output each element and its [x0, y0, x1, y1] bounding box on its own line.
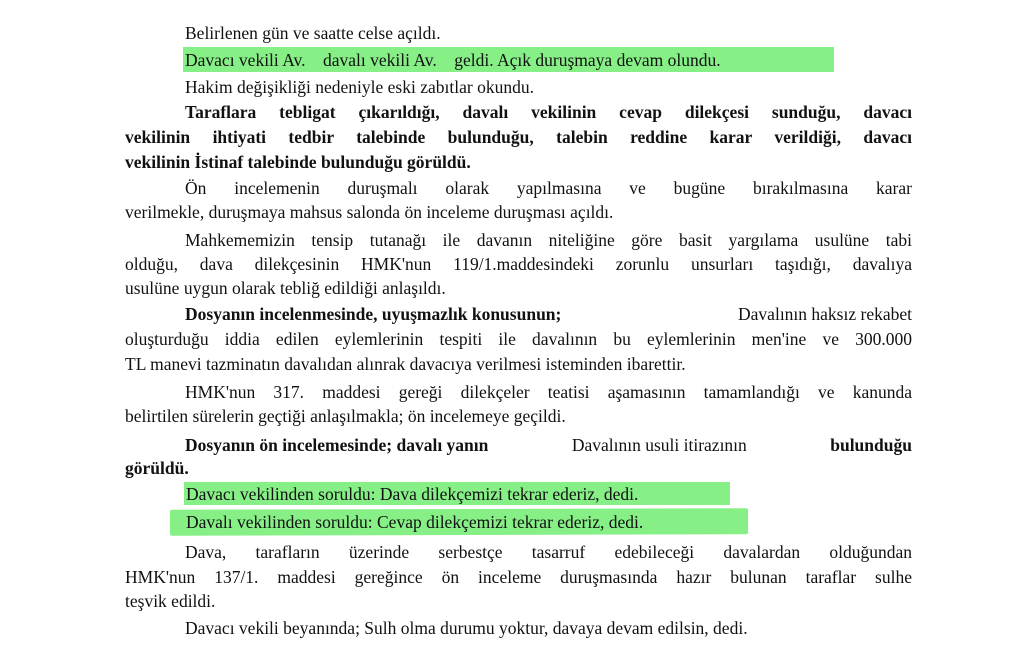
text-line: olduğu, dava dilekçesinin HMK'nun 119/1.maddesindeki zorunlu unsurları taşıdığı, davalıya	[125, 254, 912, 274]
text-line: Dava, tarafların üzerinde serbestçe tasarruf edebileceği davalardan olduğundan	[185, 542, 912, 562]
mixed-paragraph-line	[185, 303, 912, 325]
text-run: Davalının haksız rekabet	[738, 304, 912, 324]
text-line: Hakim değişikliği nedeniyle eski zabıtlar okundu.	[185, 77, 534, 97]
text-line: Ön incelemenin duruşmalı olarak yapılmasına ve bugüne bırakılmasına karar	[185, 178, 912, 198]
bold-paragraph-line: Taraflara tebligat çıkarıldığı, davalı vekilinin cevap dilekçesi sunduğu, davacı	[185, 102, 912, 122]
bold-lead-text: Dosyanın incelenmesinde, uyuşmazlık konusunun;	[185, 304, 562, 324]
text-line: oluşturduğu iddia edilen eylemlerinin tespiti ile davalının bu eylemlerinin men'ine ve 300.000	[125, 329, 912, 349]
text-line: Belirlenen gün ve saatte celse açıldı.	[185, 23, 441, 43]
bold-paragraph-line: görüldü.	[125, 458, 189, 478]
bold-paragraph-line: vekilinin İstinaf talebinde bulunduğu görüldü.	[125, 152, 471, 172]
text-line: belirtilen sürelerin geçtiği anlaşılmakla; ön incelemeye geçildi.	[125, 406, 566, 426]
text-line-highlighted: Davalı vekilinden soruldu: Cevap dilekçemizi tekrar ederiz, dedi.	[186, 512, 644, 532]
text-line: HMK'nun 317. maddesi gereği dilekçeler teatisi aşamasının tamamlandığı ve kanunda	[185, 382, 912, 402]
text-line-highlighted: Davacı vekilinden soruldu: Dava dilekçemizi tekrar ederiz, dedi.	[186, 484, 639, 504]
text-line: TL manevi tazminatın davalıdan alınrak davacıya verilmesi isteminden ibarettir.	[125, 354, 686, 374]
bold-paragraph-line: vekilinin ihtiyati tedbir talebinde bulunduğu, talebin reddine karar verildiği, davacı	[125, 127, 912, 147]
text-line: Davacı vekili beyanında; Sulh olma durumu yoktur, davaya devam edilsin, dedi.	[185, 618, 748, 638]
text-line: usulüne uygun olarak tebliğ edildiği anlaşıldı.	[125, 278, 446, 298]
mixed-paragraph-line	[185, 434, 912, 456]
bold-text-run: bulunduğu	[830, 435, 912, 455]
bold-lead-text: Dosyanın ön incelemesinde; davalı yanın	[185, 435, 489, 455]
text-run: Davalının usuli itirazının	[571, 435, 747, 455]
text-line: verilmekle, duruşmaya mahsus salonda ön inceleme duruşması açıldı.	[125, 202, 614, 222]
text-line-highlighted: Davacı vekili Av. davalı vekili Av. geldi. Açık duruşmaya devam olundu.	[185, 50, 721, 70]
text-line: HMK'nun 137/1. maddesi gereğince ön inceleme duruşmasında hazır bulunan taraflar sulhe	[125, 567, 912, 587]
text-line: Mahkememizin tensip tutanağı ile davanın niteliğine göre basit yargılama usulüne tabi	[185, 230, 912, 250]
text-line: teşvik edildi.	[125, 591, 216, 611]
